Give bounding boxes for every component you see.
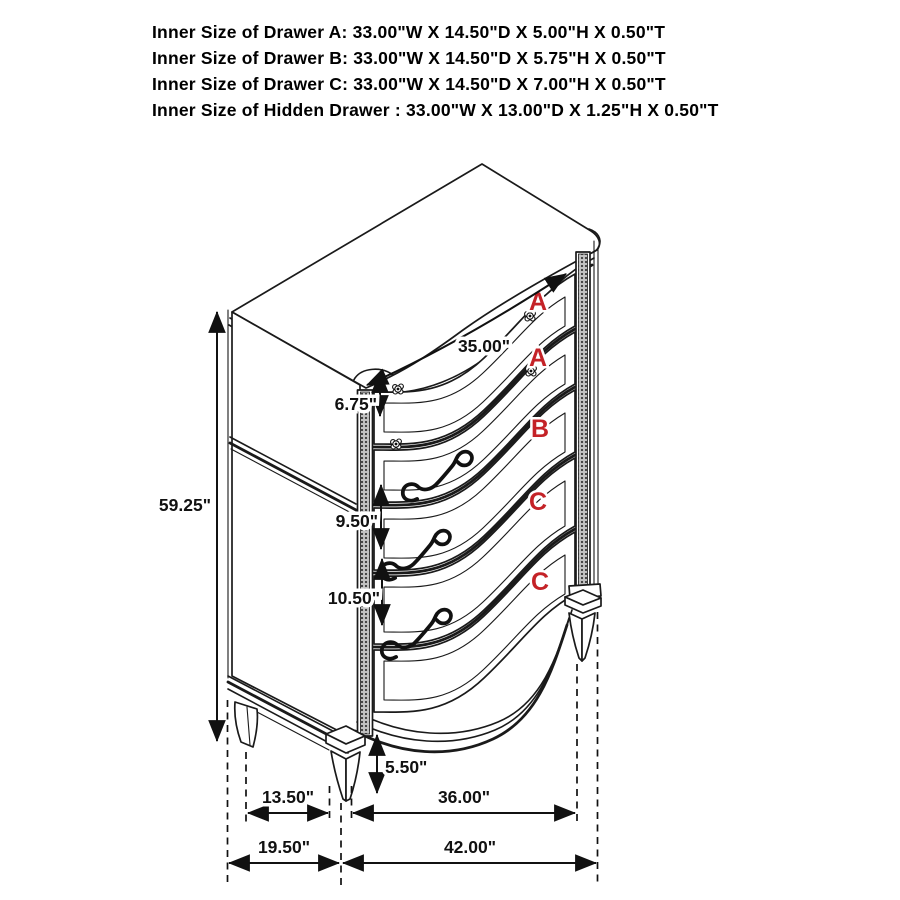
overall-height-label: 59.25" — [158, 495, 211, 515]
rosette-knob-icon — [391, 439, 402, 449]
base-width-front-label: 36.00" — [437, 787, 491, 807]
drawer-b-height-label: 9.50" — [335, 511, 378, 531]
drawer-a1-letter: A — [528, 288, 548, 316]
leg-height-label: 5.50" — [385, 757, 428, 777]
rosette-knob-icon — [393, 384, 404, 394]
front-left-stile — [358, 390, 373, 736]
leg-body — [235, 702, 258, 747]
left-side-panel — [228, 310, 360, 753]
leg-body-left — [331, 751, 346, 801]
header-line-drawer-c: Inner Size of Drawer C: 33.00"W X 14.50"D X 7.00"H X 0.50"T — [152, 74, 666, 94]
chest-illustration — [228, 164, 601, 801]
leg-body-left — [569, 613, 582, 661]
header-line-drawer-a: Inner Size of Drawer A: 33.00"W X 14.50"D X 5.00"H X 0.50"T — [152, 22, 666, 42]
leg-body-right — [582, 613, 595, 661]
front-right-leg — [565, 590, 601, 661]
drawer-a-height-label: 6.75" — [334, 394, 377, 414]
stile-beading — [579, 254, 588, 594]
base-width-overall-label: 42.00" — [443, 837, 497, 857]
back-left-leg — [235, 702, 258, 747]
drawer-c-height-label: 10.50" — [327, 588, 380, 608]
drawer-b-letter: B — [530, 415, 550, 443]
front-corner-leg — [326, 726, 365, 801]
leg-body-right — [346, 752, 360, 801]
stile-beading — [361, 392, 370, 734]
base-depth-inner-label: 13.50" — [261, 787, 315, 807]
drawer-c2-letter: C — [530, 568, 550, 596]
drawer-a2-letter: A — [528, 344, 548, 372]
base-depth-overall-label: 19.50" — [257, 837, 311, 857]
header-line-hidden-drawer: Inner Size of Hidden Drawer : 33.00"W X 13.00"D X 1.25"H X 0.50"T — [152, 100, 719, 120]
header-line-drawer-b: Inner Size of Drawer B: 33.00"W X 14.50"D X 5.75"H X 0.50"T — [152, 48, 666, 68]
top-width-label: 35.00" — [457, 336, 511, 356]
drawer-c1-letter: C — [528, 488, 548, 516]
